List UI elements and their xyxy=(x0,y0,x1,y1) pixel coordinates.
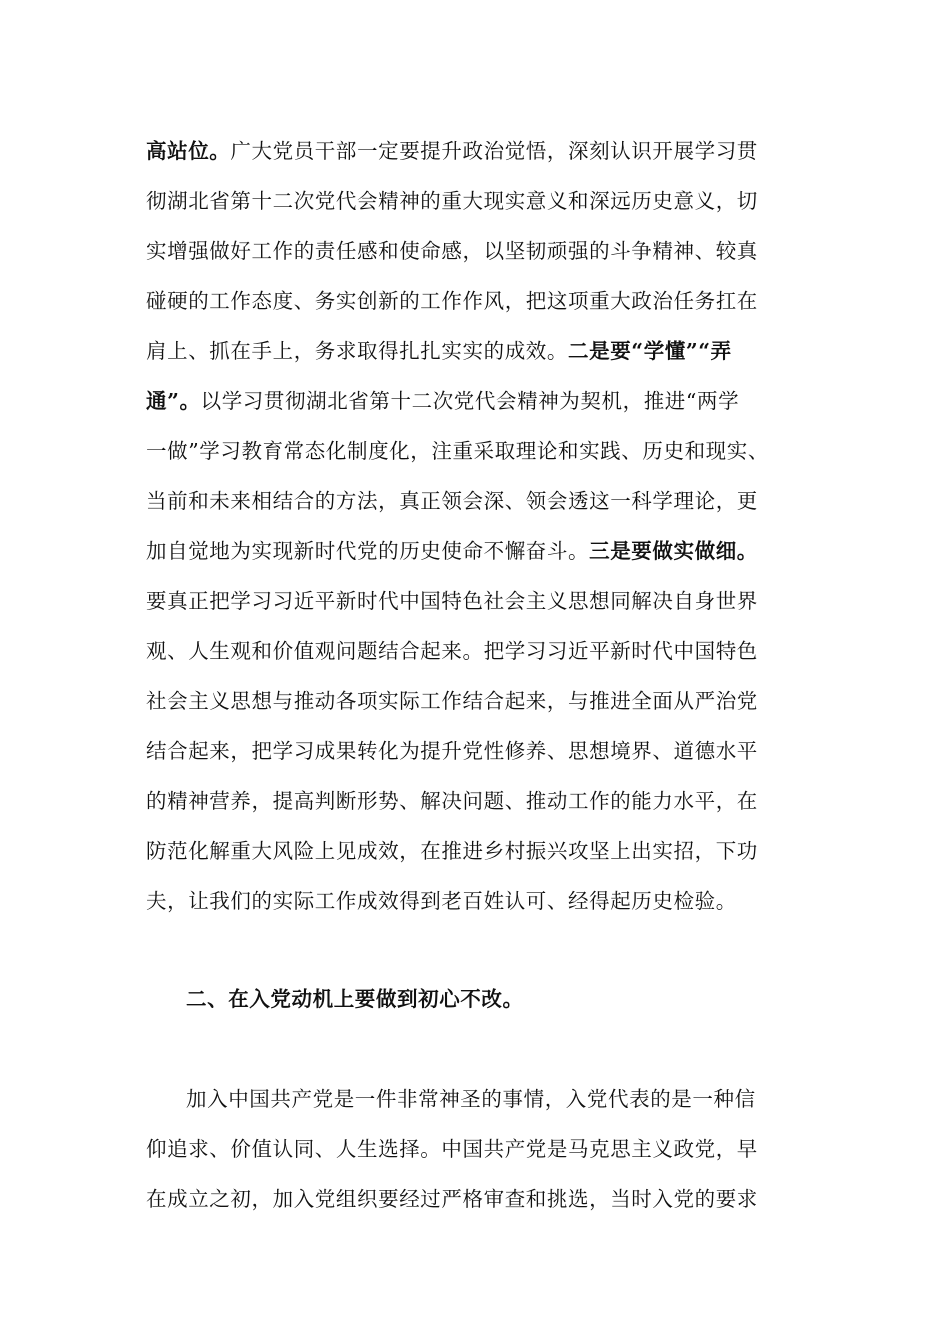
paragraph-line xyxy=(146,588,826,614)
line-text: 结合起来，把学习成果转化为提升党性修养、思想境界、道德水平 xyxy=(146,739,758,763)
paragraph-line xyxy=(186,1086,866,1112)
paragraph-line xyxy=(146,838,826,864)
line-text: 当前和未来相结合的方法，真正领会深、领会透这一科学理论，更 xyxy=(146,489,758,513)
line-text: 加自觉地为实现新时代党的历史使命不懈奋斗。 xyxy=(146,539,590,563)
line-text: 夫，让我们的实际工作成效得到老百姓认可、经得起历史检验。 xyxy=(146,889,737,913)
line-text: 要真正把学习习近平新时代中国特色社会主义思想同解决自身世界 xyxy=(146,589,758,613)
line-text: 加入中国共产党是一件非常神圣的事情，入党代表的是一种信 xyxy=(186,1087,756,1111)
line-text: 广大党员干部一定要提升政治觉悟，深刻认识开展学习贯 xyxy=(230,139,758,163)
paragraph-line xyxy=(146,288,826,314)
paragraph-line xyxy=(146,738,826,764)
paragraph-line xyxy=(146,188,826,214)
line-text: 碰硬的工作态度、务实创新的工作作风，把这项重大政治任务扛在 xyxy=(146,289,758,313)
paragraph-line xyxy=(146,788,826,814)
section-heading: 二、在入党动机上要做到初心不改。 xyxy=(186,987,524,1011)
paragraph-line xyxy=(146,1186,826,1212)
line-text: 的精神营养，提高判断形势、解决问题、推动工作的能力水平，在 xyxy=(146,789,758,813)
line-text: 实增强做好工作的责任感和使命感，以坚韧顽强的斗争精神、较真 xyxy=(146,239,758,263)
paragraph-line xyxy=(146,688,826,714)
line-text: 防范化解重大风险上见成效，在推进乡村振兴攻坚上出实招，下功 xyxy=(146,839,758,863)
line-text: 肩上、抓在手上，务求取得扎扎实实的成效。 xyxy=(146,339,568,363)
bold-phrase: 二是要“学懂”“弄 xyxy=(568,339,732,363)
paragraph-line xyxy=(146,638,826,664)
line-text: 仰追求、价值认同、人生选择。中国共产党是马克思主义政党，早 xyxy=(146,1137,758,1161)
bold-phrase: 高站位。 xyxy=(146,139,231,163)
line-text: 彻湖北省第十二次党代会精神的重大现实意义和深远历史意义，切 xyxy=(146,189,758,213)
bold-phrase: 三是要做实做细。 xyxy=(589,539,758,563)
line-text: 观、人生观和价值观问题结合起来。把学习习近平新时代中国特色 xyxy=(146,639,758,663)
paragraph-line xyxy=(146,888,826,914)
bold-phrase: 通”。 xyxy=(146,389,201,413)
line-text: 在成立之初，加入党组织要经过严格审查和挑选，当时入党的要求 xyxy=(146,1187,758,1211)
paragraph-line xyxy=(146,138,826,164)
paragraph-line xyxy=(146,488,826,514)
paragraph-line xyxy=(146,1136,826,1162)
paragraph-line xyxy=(146,388,826,414)
line-text: 社会主义思想与推动各项实际工作结合起来，与推进全面从严治党 xyxy=(146,689,758,713)
paragraph-line xyxy=(146,238,826,264)
paragraph-line xyxy=(146,438,826,464)
line-text: 以学习贯彻湖北省第十二次党代会精神为契机，推进“两学 xyxy=(200,389,740,413)
line-text: 一做”学习教育常态化制度化，注重采取理论和实践、历史和现实、 xyxy=(146,439,769,463)
paragraph-line xyxy=(146,338,826,364)
paragraph-line xyxy=(146,538,826,564)
